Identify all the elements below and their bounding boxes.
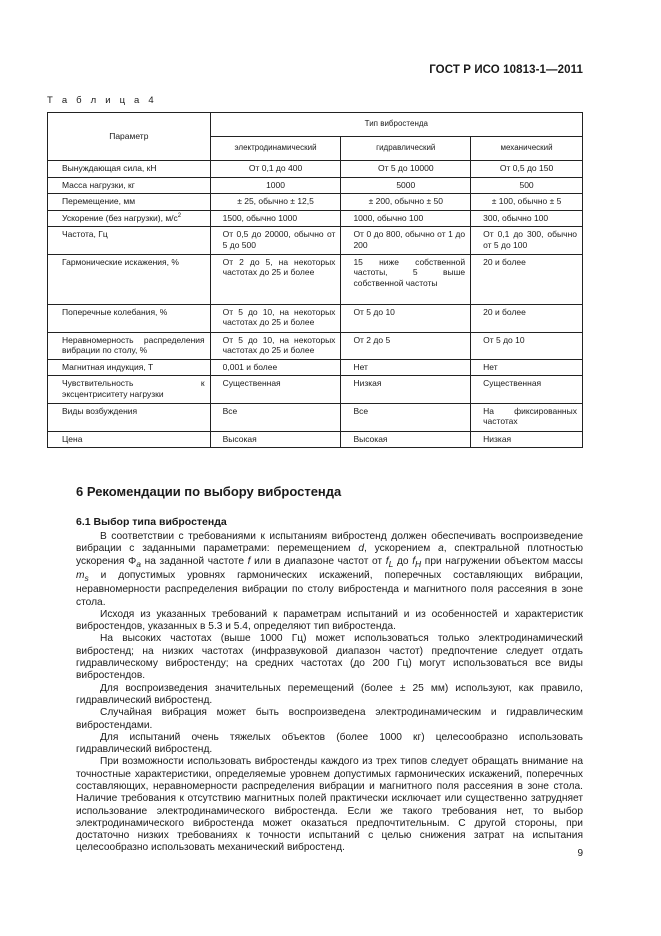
cell-electrodynamic: Высокая bbox=[210, 431, 341, 448]
table-row bbox=[48, 210, 583, 227]
table-row bbox=[48, 403, 583, 431]
cell-electrodynamic: От 2 до 5, на некоторых частотах до 25 и более bbox=[210, 254, 341, 304]
cell-mechanical: Низкая bbox=[471, 431, 583, 448]
table-row bbox=[48, 359, 583, 376]
paragraph: Случайная вибрация может быть воспроизведена электродинамическим и гидравлическим вибростендами. bbox=[76, 707, 583, 731]
superscript: 2 bbox=[177, 212, 182, 219]
cell-mechanical: 500 bbox=[471, 177, 583, 194]
cell-mechanical: Существенная bbox=[471, 376, 583, 403]
row-param: Цена bbox=[48, 431, 211, 448]
cell-hydraulic: 5000 bbox=[341, 177, 471, 194]
cell-mechanical: 300, обычно 100 bbox=[471, 210, 583, 227]
cell-mechanical: ± 100, обычно ± 5 bbox=[471, 194, 583, 211]
section-heading: 6 Рекомендации по выбору вибростенда bbox=[76, 484, 342, 499]
cell-hydraulic: ± 200, обычно ± 50 bbox=[341, 194, 471, 211]
cell-hydraulic: От 0 до 800, обычно от 1 до 200 bbox=[341, 227, 471, 254]
table-row bbox=[48, 376, 583, 403]
table-header-row bbox=[48, 113, 583, 137]
paragraph: Для испытаний очень тяжелых объектов (более 1000 кг) целесообразно использовать гидравлический вибростенд. bbox=[76, 731, 583, 756]
cell-hydraulic: От 2 до 5 bbox=[341, 332, 471, 359]
cell-hydraulic: Высокая bbox=[341, 431, 471, 448]
cell-mechanical: От 0,1 до 300, обычно от 5 до 100 bbox=[471, 227, 583, 254]
table-4 bbox=[47, 112, 583, 448]
cell-hydraulic: 15 ниже собственной частоты, 5 выше собственной частоты bbox=[341, 254, 471, 304]
table-row bbox=[48, 254, 583, 304]
table-row bbox=[48, 194, 583, 211]
page-number: 9 bbox=[577, 848, 583, 859]
paragraph: Исходя из указанных требований к параметрам испытаний и из особенностей и характеристик вибростендов, указанных в 5.3 и 5.4, определяют тип вибростенда. bbox=[76, 608, 583, 633]
header-type-hydraulic: гидравлический bbox=[341, 137, 471, 161]
row-param: Неравномерность распределения вибрации по столу, % bbox=[48, 332, 211, 359]
cell-mechanical: Нет bbox=[471, 359, 583, 376]
row-param: Виды возбуждения bbox=[48, 403, 211, 431]
table-row bbox=[48, 332, 583, 359]
cell-mechanical: От 0,5 до 150 bbox=[471, 161, 583, 178]
cell-hydraulic: От 5 до 10 bbox=[341, 304, 471, 332]
cell-mechanical: От 5 до 10 bbox=[471, 332, 583, 359]
table-row bbox=[48, 227, 583, 254]
cell-electrodynamic: От 5 до 10, на некоторых частотах до 25 и более bbox=[210, 304, 341, 332]
table-row bbox=[48, 304, 583, 332]
table-row bbox=[48, 161, 583, 178]
cell-hydraulic: Низкая bbox=[341, 376, 471, 403]
header-type-group: Тип вибростенда bbox=[210, 113, 582, 137]
cell-electrodynamic: 1000 bbox=[210, 177, 341, 194]
cell-electrodynamic: От 0,5 до 20000, обычно от 5 до 500 bbox=[210, 227, 341, 254]
cell-mechanical: 20 и более bbox=[471, 304, 583, 332]
cell-electrodynamic: От 0,1 до 400 bbox=[210, 161, 341, 178]
row-param: Ускорение (без нагрузки), $м/с^2$ bbox=[48, 210, 211, 227]
cell-electrodynamic: От 5 до 10, на некоторых частотах до 25 и более bbox=[210, 332, 341, 359]
section-body bbox=[76, 531, 583, 855]
cell-mechanical: На фиксированных частотах bbox=[471, 403, 583, 431]
cell-mechanical: 20 и более bbox=[471, 254, 583, 304]
cell-electrodynamic: Все bbox=[210, 403, 341, 431]
paragraph: При возможности использовать вибростенды каждого из трех типов следует обращать внимание на точностные характеристики, определяемые уровнем допустимых гармонических искажений, поперечных составляющих, неравномерности распределения вибрации и магнитного поля рассеяния в зоне стола. Наличие требования к отсутствию магнитных полей практически исключает или существенно затрудняет использование электродинамического вибростенда. Если же такого требования нет, то выбор электродинамического вибростенда может оказаться предпочтительным. С другой стороны, при достаточно низких требованиях к точности испытаний с целью снижения затрат на испытания целесообразно использовать механический вибростенд. bbox=[76, 756, 583, 854]
row-param: Поперечные колебания, % bbox=[48, 304, 211, 332]
row-param: Вынуждающая сила, кН bbox=[48, 161, 211, 178]
paragraph: В соответствии с требованиями к испытаниям вибростенд должен обеспечивать воспроизведение вибрации с заданными параметрами: перемещением d, ускорением a, спектральной плотностью ускорения $\Phi_a$ на заданной частоте f или в диапазоне частот от $f_L$ до $f_H$ при нагружении объектом массы $m_s$ и допустимых уровнях гармонических искажений, поперечных составляющих вибрации, неравномерности распределения вибрации по столу вибростенда и магнитного поля рассеяния в зоне стола. bbox=[76, 531, 584, 608]
header-type-electrodynamic: электродинамический bbox=[210, 137, 341, 161]
header-param: Параметр bbox=[48, 113, 211, 161]
row-param: Частота, Гц bbox=[48, 227, 211, 254]
cell-hydraulic: 1000, обычно 100 bbox=[341, 210, 471, 227]
paragraph: Для воспроизведения значительных перемещений (более ± 25 мм) используют, как правило, гидравлический вибростенд. bbox=[76, 682, 583, 706]
subsection-heading: 6.1 Выбор типа вибростенда bbox=[76, 516, 227, 528]
cell-electrodynamic: Существенная bbox=[210, 376, 341, 403]
table-caption: Т а б л и ц а 4 bbox=[47, 95, 157, 106]
paragraph: На высоких частотах (выше 1000 Гц) может использоваться только электродинамический вибростенд; на низких частотах (инфразвуковой диапазон частот) предпочтение следует отдать гидравлическому вибростенду; на средних частотах (до 200 Гц) могут использоваться все виды вибростендов. bbox=[76, 633, 583, 682]
cell-electrodynamic: ± 25, обычно ± 12,5 bbox=[210, 194, 341, 211]
row-param: Перемещение, мм bbox=[48, 194, 211, 211]
document-id: ГОСТ Р ИСО 10813-1—2011 bbox=[429, 64, 583, 76]
row-param: Магнитная индукция, Т bbox=[48, 359, 211, 376]
header-type-mechanical: механический bbox=[471, 137, 583, 161]
cell-hydraulic: Нет bbox=[341, 359, 471, 376]
table-row bbox=[48, 431, 583, 448]
row-param: Гармонические искажения, % bbox=[48, 254, 211, 304]
cell-electrodynamic: 1500, обычно 1000 bbox=[210, 210, 341, 227]
cell-electrodynamic: 0,001 и более bbox=[210, 359, 341, 376]
table-row bbox=[48, 177, 583, 194]
row-param: Чувствительность к эксцентриситету нагрузки bbox=[48, 376, 211, 403]
cell-hydraulic: От 5 до 10000 bbox=[341, 161, 471, 178]
row-param: Масса нагрузки, кг bbox=[48, 177, 211, 194]
cell-hydraulic: Все bbox=[341, 403, 471, 431]
